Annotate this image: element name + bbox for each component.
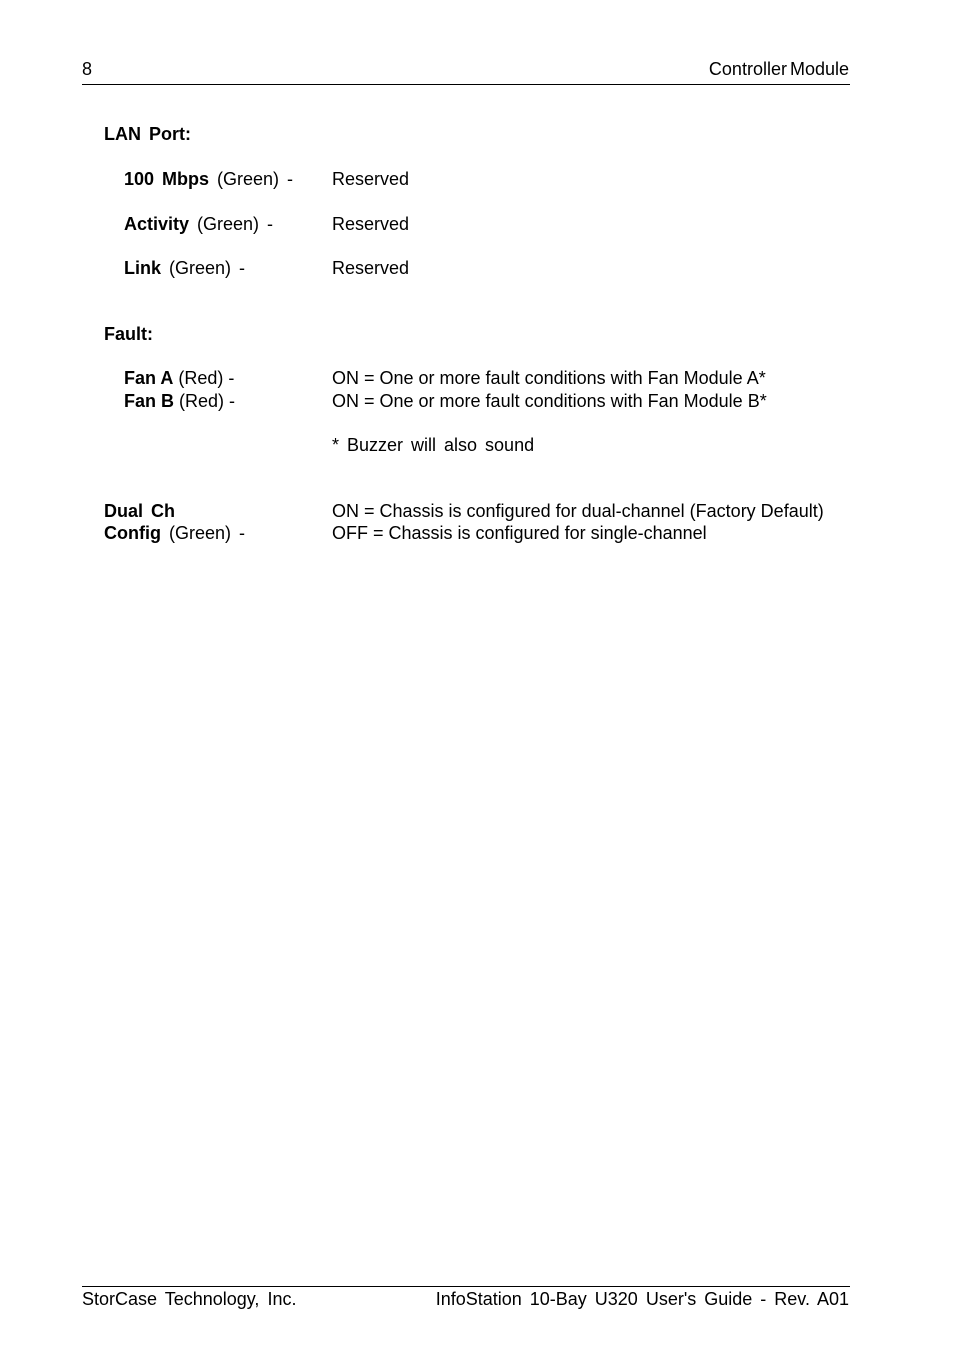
fault-heading: Fault:	[104, 324, 153, 344]
buzzer-note: * Buzzer will also sound	[332, 435, 535, 455]
header-rule	[82, 84, 850, 85]
lan-row-100mbps-desc: Reserved	[332, 169, 410, 189]
lan-row-activity-label	[124, 213, 273, 235]
led-color: (Green) -	[209, 169, 294, 189]
fault-row-fan-b-label	[124, 390, 235, 412]
footer-document: InfoStation 10-Bay U320 User's Guide - Rev. A01	[435, 1289, 849, 1309]
dual-ch-label-line1: Dual Ch	[104, 501, 176, 521]
led-name: Fan A	[124, 368, 174, 388]
dual-ch-label-line2	[104, 522, 245, 544]
footer-company: StorCase Technology, Inc.	[82, 1289, 297, 1309]
lan-row-link-label	[124, 257, 245, 279]
led-name: Config	[104, 523, 161, 543]
footer-rule	[82, 1286, 850, 1287]
page-number: 8	[82, 59, 93, 79]
led-color: (Red) -	[174, 391, 236, 411]
led-color: (Green) -	[160, 523, 245, 543]
led-name: Activity	[124, 214, 190, 234]
led-name: Fan B	[124, 391, 175, 411]
fault-row-fan-b-desc: ON = One or more fault conditions with Fan Module B*	[332, 391, 767, 411]
led-color: (Red) -	[173, 368, 235, 388]
fault-row-fan-a-label	[124, 367, 234, 389]
fault-row-fan-a-desc: ON = One or more fault conditions with Fan Module A*	[332, 368, 766, 388]
lan-row-activity-desc: Reserved	[332, 214, 410, 234]
led-color: (Green) -	[189, 214, 274, 234]
section-title: Controller Module	[708, 59, 849, 79]
led-name: Link	[124, 258, 162, 278]
dual-ch-desc-off: OFF = Chassis is configured for single-channel	[332, 523, 707, 543]
led-name: 100 Mbps	[124, 169, 210, 189]
lan-port-heading: LAN Port:	[104, 124, 191, 144]
dual-ch-desc-on: ON = Chassis is configured for dual-channel (Factory Default)	[332, 501, 824, 521]
lan-row-link-desc: Reserved	[332, 258, 410, 278]
led-color: (Green) -	[161, 258, 246, 278]
lan-row-100mbps-label	[124, 168, 293, 190]
